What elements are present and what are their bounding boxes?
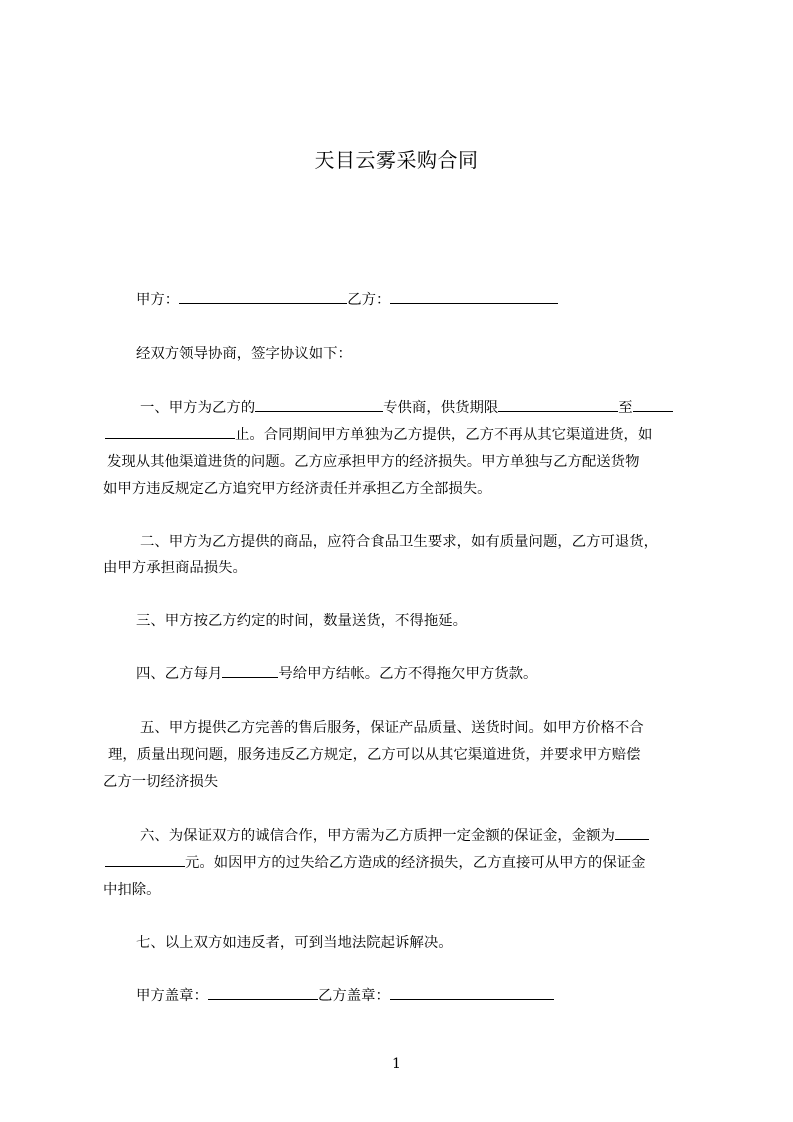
clause6-line2: [105, 852, 705, 874]
supply-end-blank-part1[interactable]: [633, 397, 673, 412]
settlement-day-blank[interactable]: [222, 663, 278, 678]
clause1-text-c: 至: [618, 400, 633, 416]
clause2-line2: 由甲方承担商品损失。: [103, 560, 247, 576]
deposit-amount-blank-part1[interactable]: [615, 825, 649, 840]
party-b-blank[interactable]: [390, 289, 558, 304]
party-b-seal-blank[interactable]: [390, 985, 554, 1000]
supply-end-blank-part2[interactable]: [105, 424, 235, 439]
intro-line: 经双方领导协商，签字协议如下：: [136, 346, 352, 362]
clause4-line: [136, 663, 736, 685]
clause3-line: 三、甲方按乙方约定的时间，数量送货，不得拖延。: [136, 613, 467, 629]
clause1-text-l2: 止。合同期间甲方单独为乙方提供，乙方不再从其它渠道进货，如: [235, 427, 653, 443]
supplier-type-blank[interactable]: [255, 397, 383, 412]
clause6-text-l2: 元。如因甲方的过失给乙方造成的经济损失，乙方直接可从甲方的保证金: [185, 855, 646, 871]
party-b-seal-label: 乙方盖章：: [317, 988, 390, 1004]
clause2-line1: 二、甲方为乙方提供的商品，应符合食品卫生要求，如有质量问题，乙方可退货，: [140, 534, 659, 550]
page-number: 1: [392, 1056, 401, 1072]
clause5-line2: 理，质量出现问题，服务违反乙方规定，乙方可以从其它渠道进货，并要求甲方赔偿: [108, 747, 641, 763]
seals-line: [136, 985, 736, 1007]
clause5-line3: 乙方一切经济损失: [103, 774, 219, 790]
clause4-text-a: 四、乙方每月: [136, 666, 223, 682]
parties-line: [136, 289, 736, 311]
deposit-amount-blank-part2[interactable]: [105, 852, 185, 867]
party-a-label: 甲方：: [136, 292, 180, 308]
clause6-text-l1: 六、为保证双方的诚信合作，甲方需为乙方质押一定金额的保证金，金额为: [140, 828, 615, 844]
clause6-line1: [140, 825, 740, 847]
party-a-blank[interactable]: [179, 289, 347, 304]
clause1-text-a: 一、甲方为乙方的: [140, 400, 256, 416]
clause1-text-b: 专供商，供货期限: [383, 400, 499, 416]
party-b-label: 乙方：: [347, 292, 391, 308]
clause1-line1: [140, 397, 740, 419]
contract-title: 天目云雾采购合同: [314, 148, 479, 172]
clause7-line: 七、以上双方如违反者，可到当地法院起诉解决。: [136, 935, 453, 951]
clause1-line4: 如甲方违反规定乙方追究甲方经济责任并承担乙方全部损失。: [103, 481, 492, 497]
party-a-seal-blank[interactable]: [208, 985, 318, 1000]
party-a-seal-label: 甲方盖章：: [136, 988, 208, 1004]
clause1-line3: 发现从其他渠道进货的问题。乙方应承担甲方的经济损失。甲方单独与乙方配送货物: [107, 454, 640, 470]
clause4-text-b: 号给甲方结帐。乙方不得拖欠甲方货款。: [278, 666, 538, 682]
clause6-line3: 中扣除。: [103, 882, 161, 898]
clause1-line2: [105, 424, 705, 446]
supply-start-blank[interactable]: [498, 397, 618, 412]
clause5-line1: 五、甲方提供乙方完善的售后服务，保证产品质量、送货时间。如甲方价格不合: [140, 720, 644, 736]
